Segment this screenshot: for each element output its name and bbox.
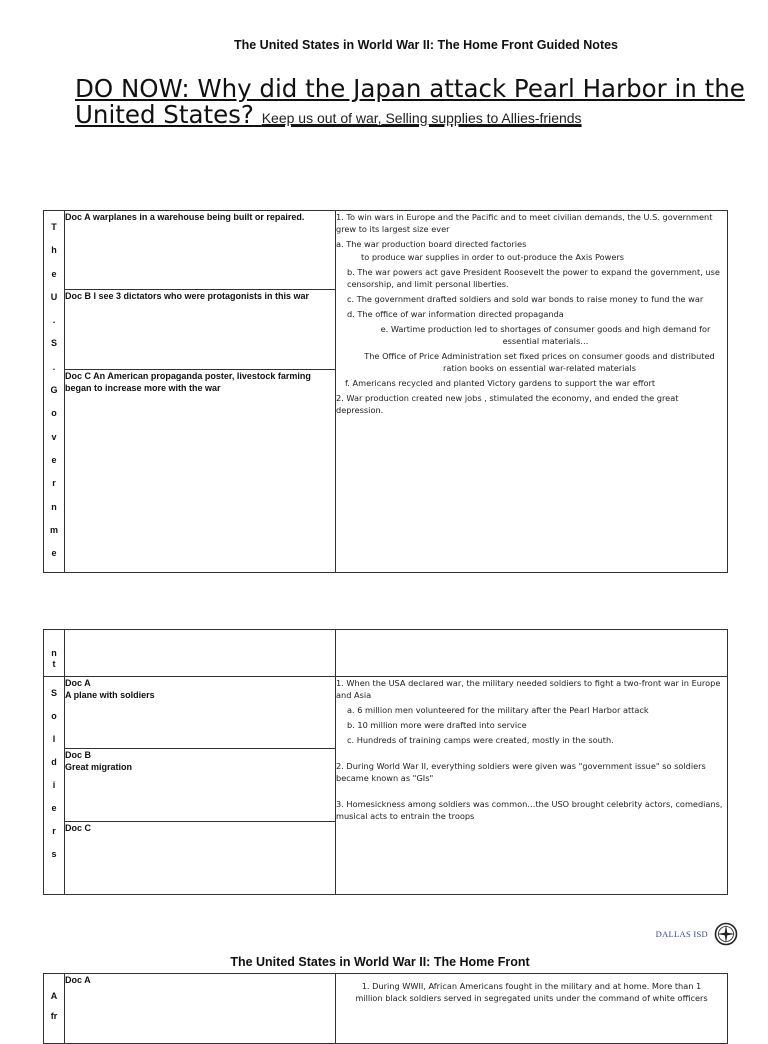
african-americans-notes-table (43, 973, 728, 1044)
note-line: 2. War production created new jobs , stimulated the economy, and ended the great depression. (336, 393, 679, 415)
doc-c-cell: Doc C An American propaganda poster, livestock farming began to increase more with the war (65, 369, 336, 573)
empty-cell (65, 630, 336, 677)
note-line: 1. When the USA declared war, the military needed soldiers to fight a two-front war in Europe and Asia (336, 678, 721, 700)
empty-cell (336, 630, 728, 677)
note-line: c. Hundreds of training camps were created, mostly in the south. (347, 735, 614, 745)
note-line: 2. During World War II, everything soldiers were given was "government issue" so soldiers became known as "GIs" (336, 761, 706, 783)
side-letter: e (51, 454, 57, 465)
side-letter: . (52, 315, 56, 326)
side-letter: h (51, 245, 57, 256)
note-line: c. The government drafted soldiers and sold war bonds to raise money to fund the war (347, 294, 704, 304)
note-line: 3. Homesickness among soldiers was common…the USO brought celebrity actors, comedians, musical acts to entrain the troops (336, 799, 723, 821)
side-letter: . (52, 361, 56, 372)
side-letter: s (51, 849, 57, 859)
side-letter: n (51, 648, 57, 658)
note-line: a. 6 million men volunteered for the military after the Pearl Harbor attack (347, 705, 649, 715)
compass-icon (714, 922, 738, 946)
note-line: b. The war powers act gave President Roosevelt the power to expand the government, use censorship, and limit personal liberties. (347, 267, 720, 289)
doc-a-cell (65, 677, 336, 749)
note-line: a. The war production board directed factories (336, 239, 527, 249)
note-line: to produce war supplies in order to out-produce the Axis Powers (361, 252, 624, 262)
side-label-top (44, 630, 65, 677)
do-now-question (75, 76, 765, 131)
soldiers-notes-cell (336, 677, 728, 895)
side-letter: o (51, 711, 57, 721)
doc-label: Doc C (65, 823, 92, 833)
side-letter: S (50, 338, 57, 349)
side-letter: m (49, 524, 58, 535)
note-line: d. The office of war information directed propaganda (347, 309, 564, 319)
note-line: b. 10 million more were drafted into service (347, 720, 527, 730)
side-letter: fr (50, 1011, 58, 1021)
note-line: 1. During WWII, African Americans fought in the military and at home. More than 1 million black soldiers served in segregated units under the command of white officers (355, 981, 708, 1003)
doc-a-cell: Doc A (65, 974, 336, 1044)
doc-b-cell: Doc B I see 3 dictators who were protagonists in this war (65, 289, 336, 369)
page-title: The United States in World War II: The Home Front Guided Notes (233, 38, 619, 52)
side-letter: A (50, 991, 58, 1001)
side-letter: S (50, 688, 57, 698)
section-title: The United States in World War II: The Home Front (230, 955, 530, 969)
side-letter: v (51, 431, 57, 442)
dallas-isd-logo (656, 922, 738, 946)
government-notes-table (43, 210, 728, 573)
doc-text: Great migration (65, 762, 133, 772)
side-label-soldiers (44, 677, 65, 895)
side-letter: e (51, 268, 57, 279)
doc-c-cell (65, 822, 336, 895)
side-letter: r (52, 478, 56, 489)
doc-b-cell (65, 749, 336, 822)
side-letter: o (51, 408, 57, 419)
side-letter: i (52, 780, 56, 790)
african-americans-notes-cell (336, 974, 728, 1044)
side-letter: d (51, 757, 57, 767)
side-letter: l (52, 734, 56, 744)
side-label-african-americans (44, 974, 65, 1044)
side-letter: T (51, 222, 57, 232)
side-letter: e (51, 548, 57, 559)
note-line: The Office of Price Administration set fixed prices on consumer goods and distributed ration books on essential war-related materials (364, 351, 715, 373)
doc-label: Doc A (65, 678, 91, 688)
side-letter: r (52, 826, 56, 836)
government-notes-cell (336, 211, 728, 573)
side-label-government (44, 211, 65, 573)
side-letter: G (50, 385, 58, 396)
note-line: 1. To win wars in Europe and the Pacific and to meet civilian demands, the U.S. government grew to its largest size ever (336, 212, 713, 234)
note-line: e. Wartime production led to shortages of consumer goods and high demand for essential materials… (380, 324, 711, 346)
side-letter: e (51, 803, 57, 813)
side-letter: t (52, 659, 56, 669)
side-letter: U (50, 291, 58, 302)
side-letter: n (51, 501, 57, 512)
soldiers-notes-table (43, 629, 728, 895)
do-now-question-text: DO NOW: Why did the Japan attack Pearl Harbor in the United States? (75, 74, 745, 129)
do-now-answer: Keep us out of war, Selling supplies to Allies-friends (261, 110, 582, 126)
doc-text: A plane with soldiers (65, 690, 155, 700)
doc-label: Doc B (65, 750, 92, 760)
logo-text: DALLAS ISD (655, 929, 708, 939)
note-line: f. Americans recycled and planted Victory gardens to support the war effort (345, 378, 656, 388)
doc-a-cell: Doc A warplanes in a warehouse being built or repaired. (65, 211, 336, 290)
